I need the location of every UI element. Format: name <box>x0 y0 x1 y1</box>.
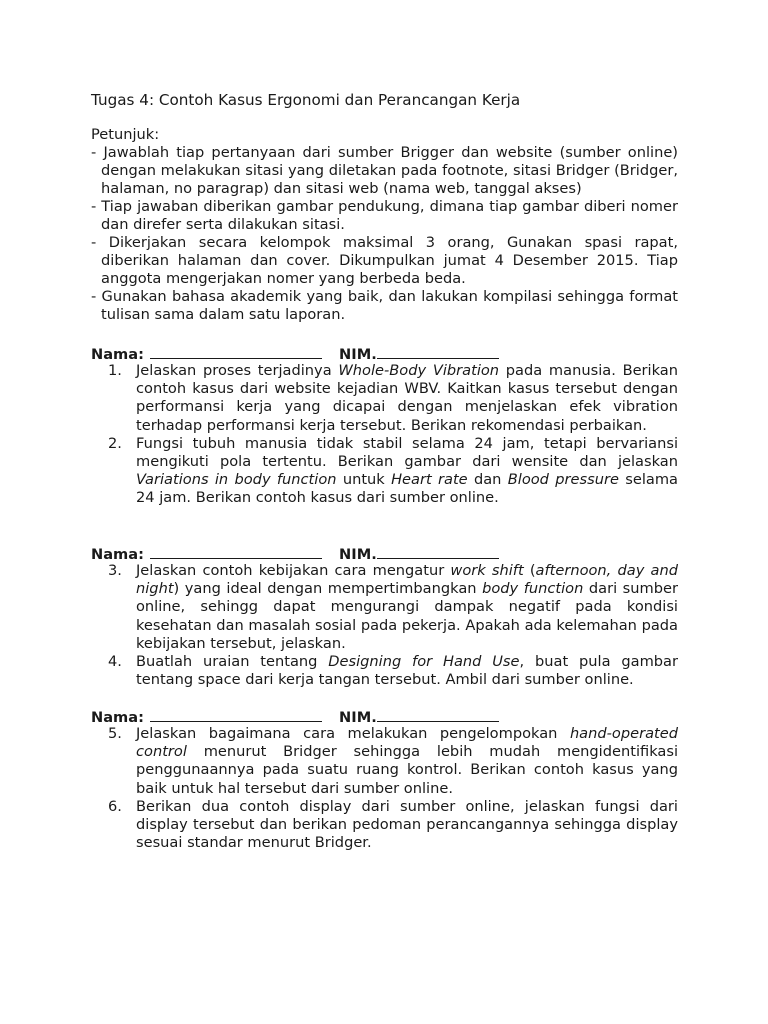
nama-blank-line <box>150 344 322 359</box>
question-text <box>136 653 678 689</box>
italic-term: afternoon, day and night <box>136 562 678 598</box>
italic-term: Heart rate <box>391 471 468 489</box>
italic-term: body function <box>482 580 584 598</box>
italic-term: Blood pressure <box>507 471 619 489</box>
question-item <box>108 798 678 853</box>
text-run: dari sumber online, sehingg dapat mengurangi dampak negatif pada kondisi kesehatan dan masalah sosial pada pekerja. Apakah ada kelemahan pada kebijakan tersebut, jelaskan. <box>136 580 678 652</box>
question-number: 6. <box>108 797 122 815</box>
question-text <box>136 562 678 653</box>
instructions-list <box>91 144 678 324</box>
question-item <box>108 725 678 798</box>
nama-label: Nama: <box>91 346 144 363</box>
text-run: pada manusia. Berikan contoh kasus dari website kejadian WBV. Kaitkan kasus tersebut dengan performansi kerja yang dicapai dengan menjelaskan efek vibration terhadap performansi kerja tersebut. Berikan rekomendasi perbaikan. <box>136 362 678 434</box>
question-number: 5. <box>108 725 122 742</box>
question-number: 2. <box>108 434 122 452</box>
nama-blank-line <box>150 707 322 722</box>
question-number: 3. <box>108 562 122 579</box>
nama-blank-line <box>150 544 322 559</box>
nim-label: NIM. <box>339 346 377 363</box>
text-run: Fungsi tubuh manusia tidak stabil selama 24 jam, tetapi bervariansi mengikuti pola tertentu. Berikan gambar dari wensite dan jelaskan <box>136 434 678 471</box>
question-item <box>108 362 678 435</box>
text-run: ) yang ideal dengan mempertimbangkan <box>173 580 483 598</box>
instruction-item: - Tiap jawaban diberikan gambar pendukung, dimana tiap gambar diberi nomer dan direfer serta dilakukan sitasi. <box>91 198 678 233</box>
nim-blank-line <box>377 344 499 359</box>
instruction-item: - Gunakan bahasa akademik yang baik, dan lakukan kompilasi sehingga format tulisan sama dalam satu laporan. <box>91 288 678 323</box>
nama-label: Nama: <box>91 709 144 726</box>
text-run: Jelaskan contoh kebijakan cara mengatur <box>136 562 451 579</box>
text-run: ( <box>523 562 536 579</box>
question-list <box>108 362 678 508</box>
italic-term: hand-operated control <box>136 725 678 761</box>
text-run: Berikan dua contoh display dari sumber online, jelaskan fungsi dari display tersebut dan berikan pedoman perancangannya sehingga display sesuai standar menurut Bridger. <box>136 797 678 852</box>
nim-label: NIM. <box>339 546 377 563</box>
question-number: 4. <box>108 653 122 671</box>
text-run: selama 24 jam. Berikan contoh kasus dari sumber online. <box>136 471 678 507</box>
text-run: Jelaskan bagaimana cara melakukan pengelompokan <box>136 725 570 742</box>
text-run: Buatlah uraian tentang <box>136 653 329 671</box>
nim-blank-line <box>377 544 499 559</box>
nim-blank-line <box>377 707 499 722</box>
instruction-item: - Dikerjakan secara kelompok maksimal 3 orang, Gunakan spasi rapat, diberikan halaman dan cover. Dikumpulkan jumat 4 Desember 2015. Tiap anggota mengerjakan nomer yang berbeda beda. <box>91 234 678 287</box>
italic-term: Whole-Body Vibration <box>338 362 500 379</box>
nama-label: Nama: <box>91 546 144 563</box>
nama-nim-row <box>91 707 499 726</box>
text-run: menurut Bridger sehingga lebih mudah mengidentifikasi penggunaannya pada suatu ruang kontrol. Berikan contoh kasus yang baik untuk hal tersebut dari sumber online. <box>136 743 678 797</box>
nama-nim-row <box>91 344 499 363</box>
text-run: dan <box>467 471 508 489</box>
question-text <box>136 725 678 798</box>
question-list <box>108 562 678 689</box>
instructions-heading: Petunjuk: <box>91 126 160 143</box>
italic-term: Variations in body function <box>136 471 337 489</box>
question-item <box>108 653 678 689</box>
question-item <box>108 435 678 508</box>
question-text <box>136 798 678 853</box>
text-run: Jelaskan proses terjadinya <box>136 362 339 379</box>
question-number: 1. <box>108 362 122 379</box>
question-text <box>136 435 678 508</box>
text-run: , buat pula gambar tentang space dari kerja tangan tersebut. Ambil dari sumber online. <box>136 653 678 689</box>
italic-term: Designing for Hand Use <box>328 653 520 671</box>
text-run: untuk <box>336 471 392 489</box>
question-list <box>108 725 678 852</box>
page-title: Tugas 4: Contoh Kasus Ergonomi dan Perancangan Kerja <box>91 91 521 109</box>
nim-label: NIM. <box>339 709 377 726</box>
question-item <box>108 562 678 653</box>
question-text <box>136 362 678 435</box>
instruction-item: - Jawablah tiap pertanyaan dari sumber Brigger dan website (sumber online) dengan melakukan sitasi yang diletakan pada footnote, sitasi Bridger (Bridger, halaman, no paragrap) dan sitasi web (nama web, tanggal akses) <box>91 144 678 197</box>
italic-term: work shift <box>450 562 524 579</box>
nama-nim-row <box>91 544 499 563</box>
